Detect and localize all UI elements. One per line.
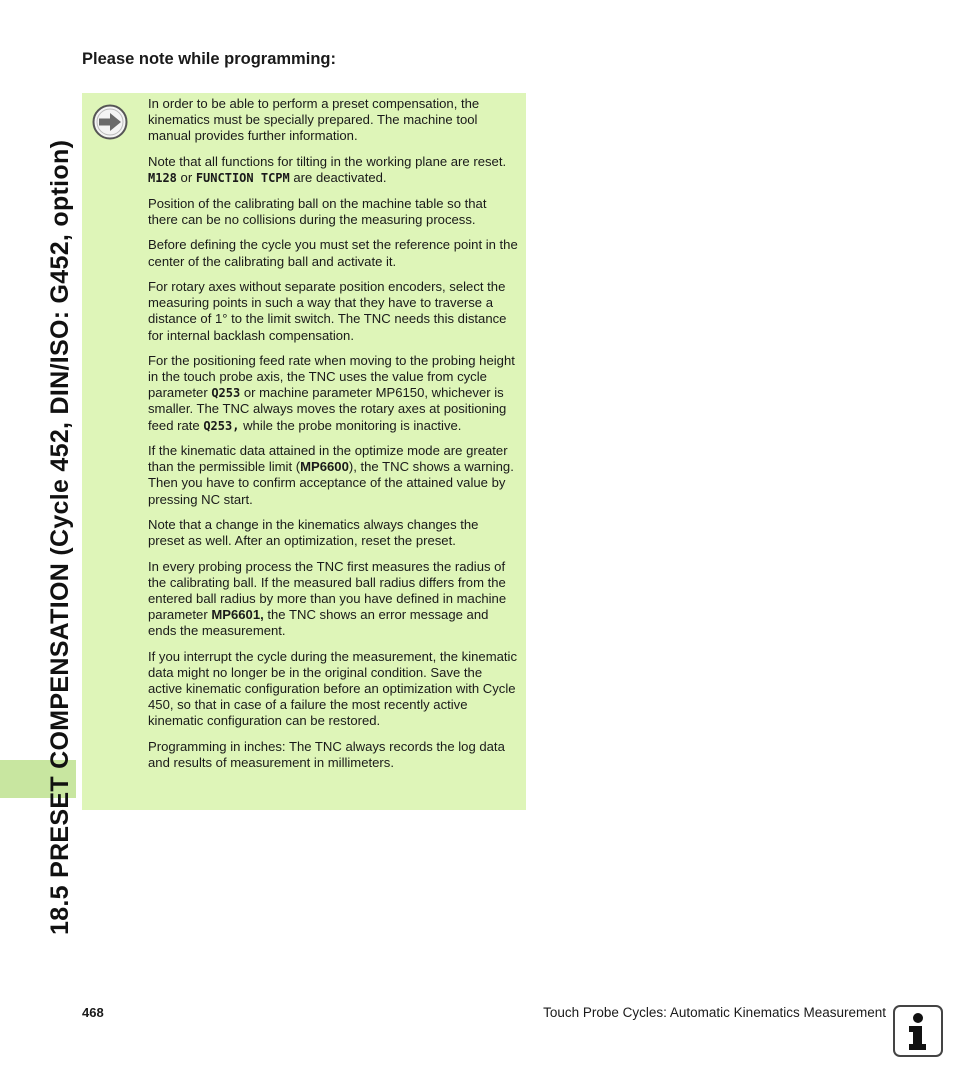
info-icon: [893, 1005, 943, 1057]
param-mp6601: MP6601,: [211, 607, 264, 623]
note-paragraph: For rotary axes without separate position encoders, select the measuring points in such a way that they have to traverse a distance of 1° to the limit switch. The TNC needs this distance for internal backlash compensation.: [148, 279, 507, 343]
note-paragraph: Programming in inches: The TNC always records the log data and results of measurement in millimeters.: [148, 739, 505, 771]
code-m128: M128: [148, 170, 177, 185]
note-paragraph: In order to be able to perform a preset compensation, the kinematics must be specially prepared. The machine tool manual provides further information.: [148, 96, 480, 144]
chapter-side-title: 18.5 PRESET COMPENSATION (Cycle 452, DIN/ISO: G452, option): [46, 139, 74, 935]
note-text: [148, 96, 518, 781]
note-paragraph: If the kinematic data attained in the optimize mode are greater than the permissible limit (MP6600), the TNC shows a warning. Then you have to confirm acceptance of the attained value by pressing NC start.: [148, 443, 514, 507]
info-glyph: [895, 1007, 941, 1055]
footer-title: Touch Probe Cycles: Automatic Kinematics Measurement: [543, 1005, 886, 1020]
code-q253: Q253: [211, 386, 241, 401]
note-paragraph: Position of the calibrating ball on the machine table so that there can be no collisions during the measuring process.: [148, 195, 487, 227]
code-function-tcpm: FUNCTION TCPM: [195, 170, 290, 185]
code-q253: Q253,: [203, 418, 240, 433]
note-paragraph: Note that a change in the kinematics always changes the preset as well. After an optimization, reset the preset.: [148, 517, 479, 549]
note-paragraph: If you interrupt the cycle during the measurement, the kinematic data might no longer be in the original condition. Save the active kinematic configuration before an optimization with Cycle 450, so that in case of a failure the most recently active kinematic configuration can be restored.: [148, 649, 517, 729]
note-paragraph: For the positioning feed rate when moving to the probing height in the touch probe axis, the TNC uses the value from cycle parameter Q253 or machine parameter MP6150, whichever is smaller. The TNC always moves the rotary axes at positioning feed rate Q253, while the probe monitoring is inactive.: [148, 353, 515, 433]
note-paragraph: Before defining the cycle you must set the reference point in the center of the calibrating ball and activate it.: [148, 237, 518, 269]
page-number: 468: [82, 1005, 104, 1020]
note-icon-cell: [82, 93, 140, 145]
note-paragraph: In every probing process the TNC first measures the radius of the calibrating ball. If the measured ball radius differs from the entered ball radius by more than you have defined in machine parameter MP6601, the TNC shows an error message and ends the measurement.: [148, 559, 507, 639]
param-mp6600: MP6600: [300, 459, 349, 475]
arrow-right-circle-icon: [92, 104, 128, 140]
note-paragraph: Note that all functions for tilting in the working plane are reset. M128 or FUNCTION TCPM are deactivated.: [148, 153, 507, 185]
section-heading: Please note while programming:: [82, 50, 336, 68]
